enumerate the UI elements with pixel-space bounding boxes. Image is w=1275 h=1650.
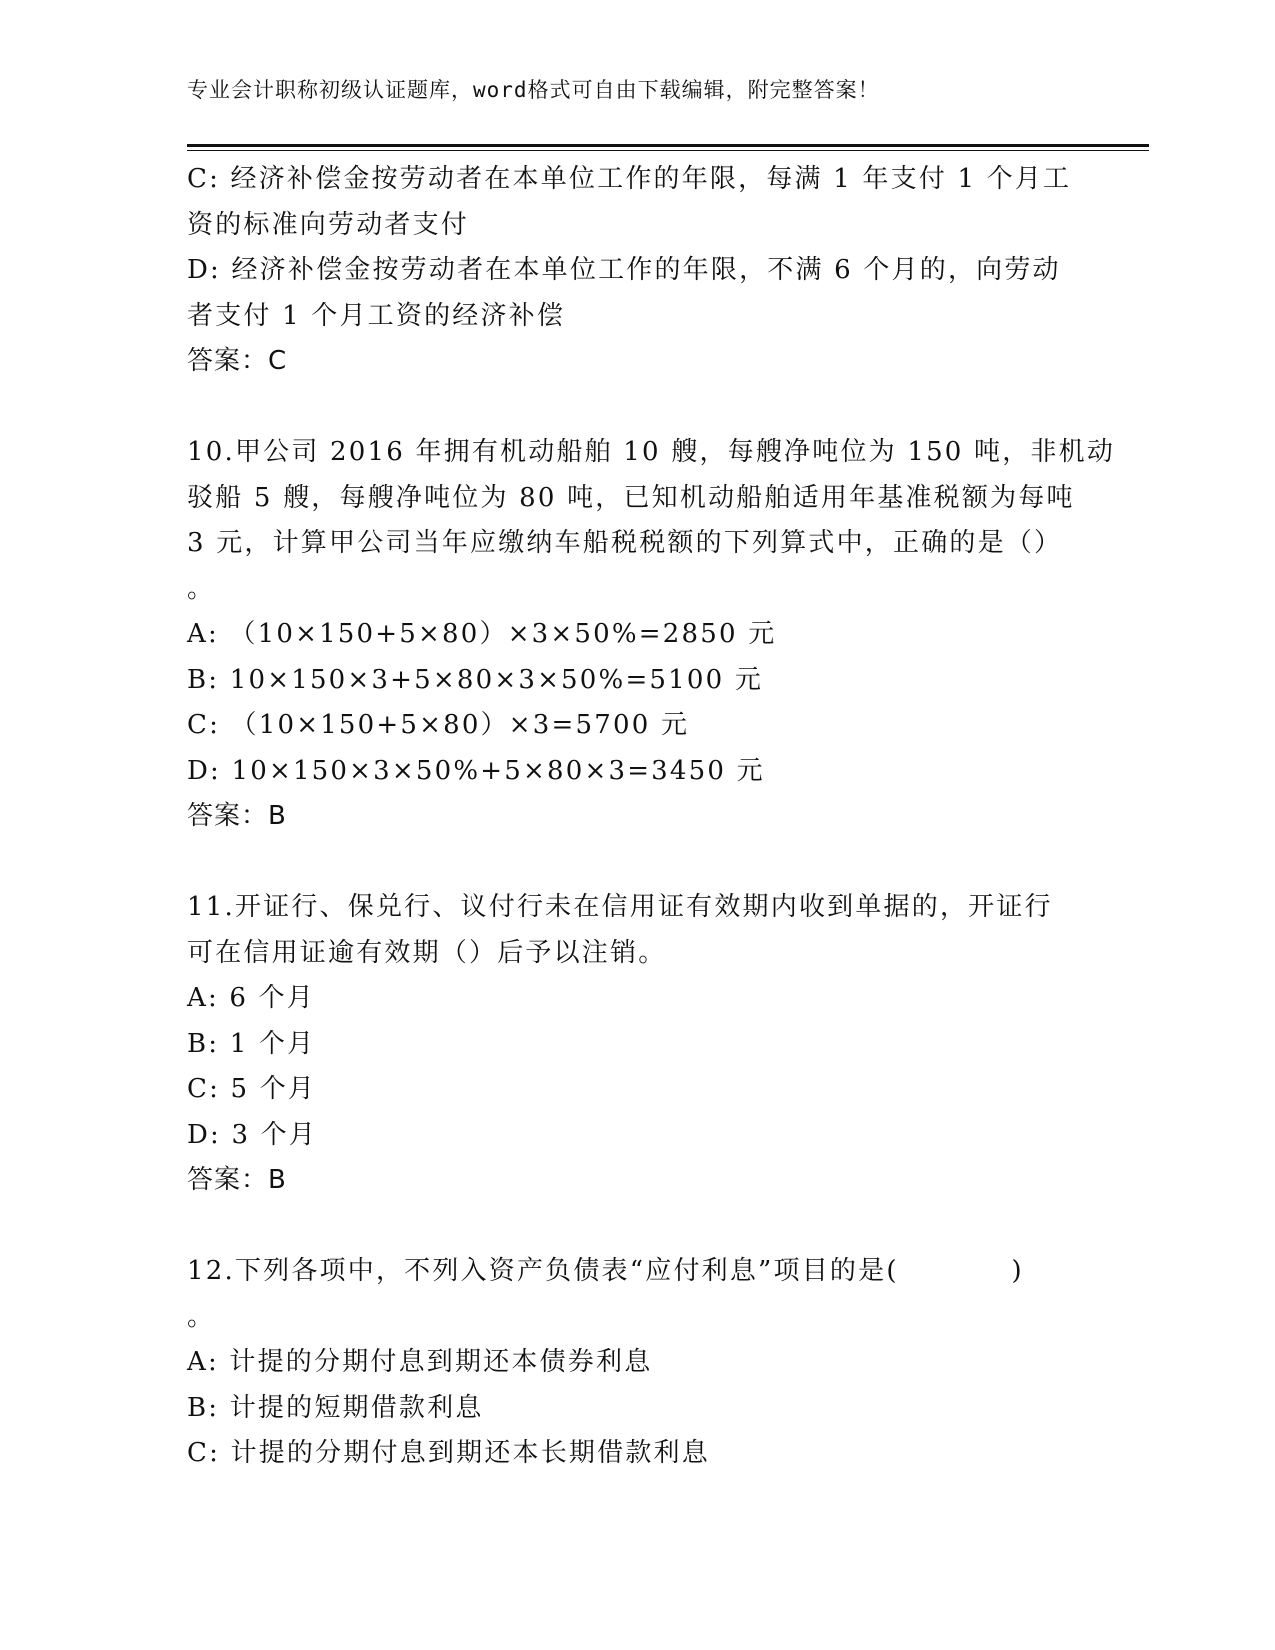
question-line: 可在信用证逾有效期（）后予以注销。 xyxy=(187,937,667,968)
question-block xyxy=(187,430,1116,840)
option-line: B: 计提的短期借款利息 xyxy=(187,1392,484,1423)
option-line: D: 3 个月 xyxy=(187,1119,318,1150)
page-header: 专业会计职称初级认证题库，word格式可自由下载编辑，附完整答案！ xyxy=(187,78,880,102)
question-line: 12.下列各项中，不列入资产负债表“应付利息”项目的是( ) xyxy=(187,1256,1024,1286)
question-line: D: 经济补偿金按劳动者在本单位工作的年限，不满 6 个月的，向劳动 xyxy=(187,255,1061,285)
option-line: B: 1 个月 xyxy=(187,1028,316,1059)
header-rule-thin xyxy=(187,150,1149,151)
question-line: 者支付 1 个月工资的经济补偿 xyxy=(187,300,566,331)
option-line: C: 5 个月 xyxy=(187,1074,317,1104)
header-rule-thick xyxy=(187,144,1149,147)
option-line: B: 10×150×3+5×80×3×50%=5100 元 xyxy=(187,664,764,695)
question-line: 资的标准向劳动者支付 xyxy=(187,209,470,240)
spacer xyxy=(187,385,1087,431)
question-line: 驳船 5 艘，每艘净吨位为 80 吨，已知机动船舶适用年基准税额为每吨 xyxy=(187,482,1075,513)
spacer xyxy=(187,1204,1087,1250)
option-line: C: （10×150+5×80）×3=5700 元 xyxy=(187,710,690,740)
question-line: 。 xyxy=(187,573,216,604)
option-line: D: 10×150×3×50%+5×80×3=3450 元 xyxy=(187,755,765,786)
question-line: 。 xyxy=(187,1301,216,1332)
question-block xyxy=(187,157,1087,385)
option-line: A: （10×150+5×80）×3×50%=2850 元 xyxy=(187,619,777,649)
answer-line: 答案：B xyxy=(187,1165,287,1195)
question-line: C: 经济补偿金按劳动者在本单位工作的年限，每满 1 年支付 1 个月工 xyxy=(187,164,1072,194)
option-line: C: 计提的分期付息到期还本长期借款利息 xyxy=(187,1438,710,1468)
answer-line: 答案：C xyxy=(187,346,288,376)
option-line: A: 6 个月 xyxy=(187,983,316,1013)
answer-line: 答案：B xyxy=(187,801,287,831)
question-list xyxy=(187,157,1116,1477)
option-line: A: 计提的分期付息到期还本债券利息 xyxy=(187,1347,653,1377)
question-line: 3 元，计算甲公司当年应缴纳车船税税额的下列算式中，正确的是（） xyxy=(187,528,1063,558)
question-line: 11.开证行、保兑行、议付行未在信用证有效期内收到单据的，开证行 xyxy=(187,892,1053,922)
question-block xyxy=(187,1249,1087,1477)
question-block xyxy=(187,885,1087,1204)
spacer xyxy=(187,840,1087,886)
question-line: 10.甲公司 2016 年拥有机动船舶 10 艘，每艘净吨位为 150 吨，非机动 xyxy=(187,437,1116,467)
